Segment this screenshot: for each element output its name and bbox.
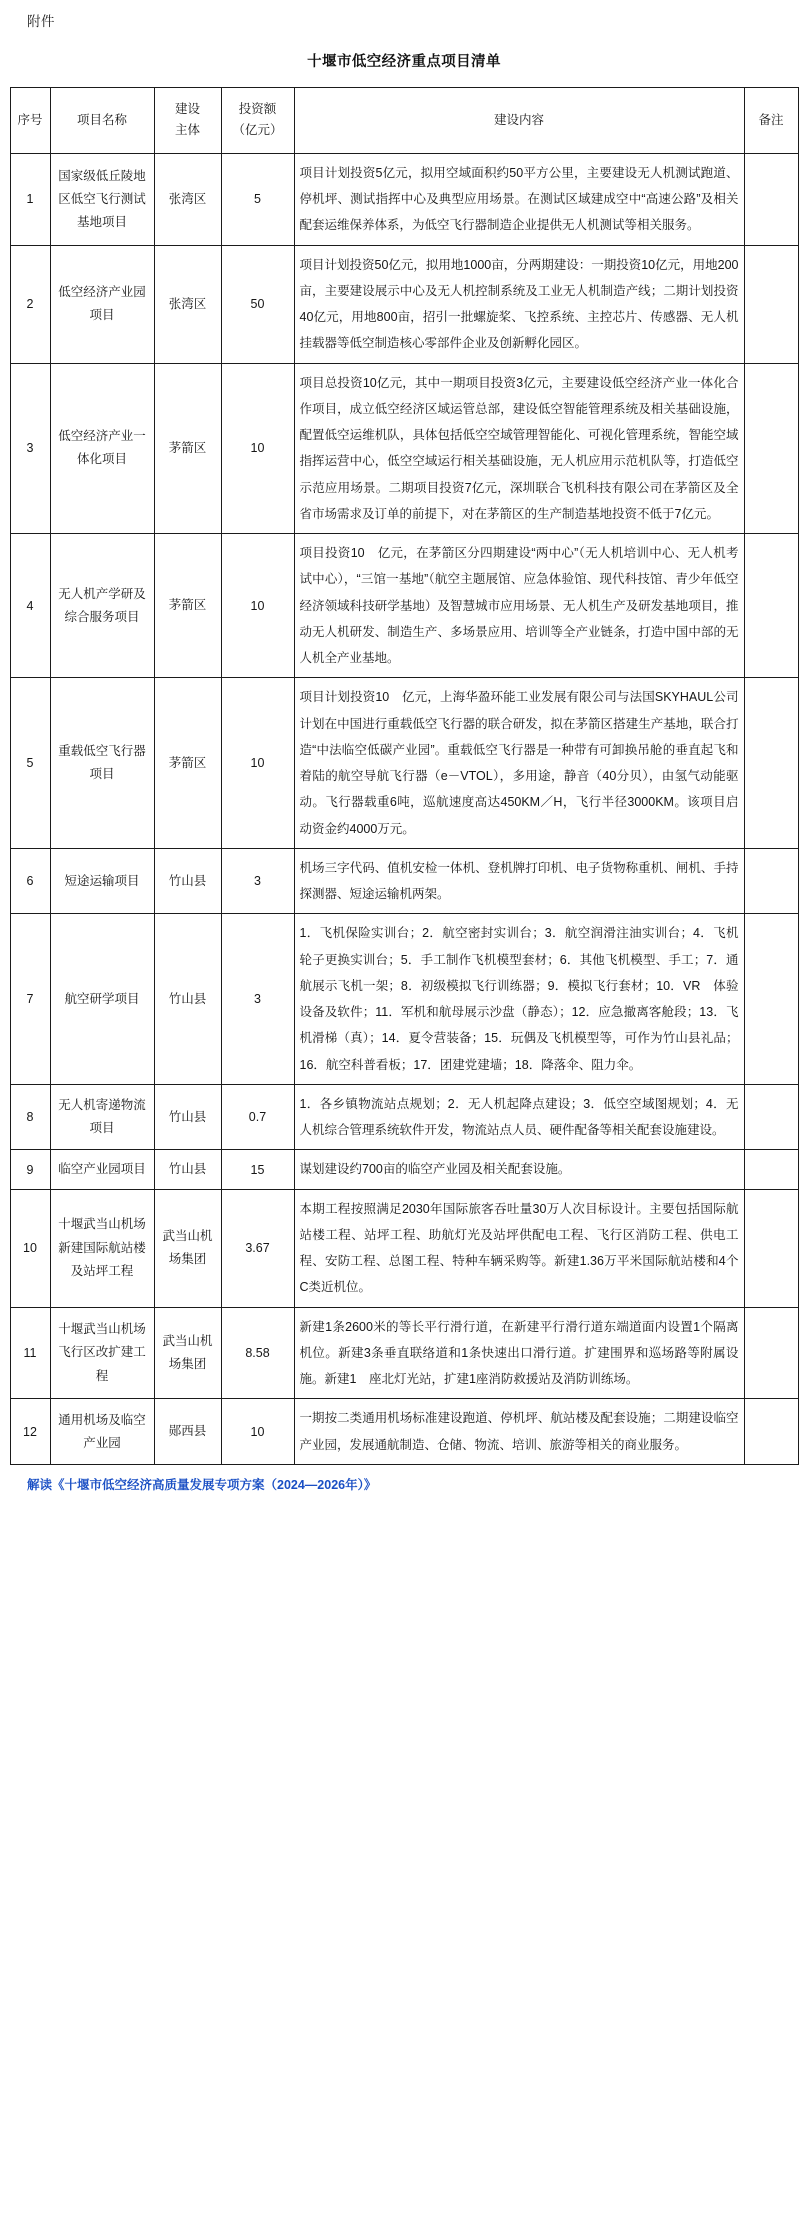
page-title: 十堰市低空经济重点项目清单: [307, 53, 501, 70]
cell-construction-subject: 武当山机场集团: [154, 1307, 221, 1399]
table-header: [10, 87, 798, 153]
cell-construction-content: 项目计划投资5亿元，拟用空域面积约50平方公里，主要建设无人机测试跑道、停机坪、测试指挥中心及典型应用场景。在测试区域建成空中“高速公路”及相关配套运维保养体系，为低空飞行器制造企业提供无人机测试等相关服务。: [294, 153, 744, 245]
cell-remark: [744, 1307, 798, 1399]
cell-investment-amount: 3: [221, 848, 294, 914]
table-row: [10, 848, 798, 914]
cell-construction-subject: 竹山县: [154, 848, 221, 914]
cell-sequence-number: 6: [10, 848, 50, 914]
cell-project-name: 十堰武当山机场新建国际航站楼及站坪工程: [50, 1189, 154, 1307]
column-header-remark: 备注: [744, 87, 798, 153]
column-header-investment-amount: [221, 87, 294, 153]
cell-construction-subject: 张湾区: [154, 245, 221, 363]
cell-construction-subject: 武当山机场集团: [154, 1189, 221, 1307]
column-header-construction-subject-line1: 建设: [174, 102, 200, 117]
cell-construction-subject: 茅箭区: [154, 534, 221, 678]
cell-project-name: 航空研学项目: [50, 914, 154, 1085]
cell-construction-subject: 张湾区: [154, 153, 221, 245]
cell-project-name: 低空经济产业一体化项目: [50, 363, 154, 534]
table-body: [10, 153, 798, 1464]
cell-project-name: 无人机寄递物流项目: [50, 1084, 154, 1150]
table-row: [10, 245, 798, 363]
cell-construction-subject: 竹山县: [154, 1150, 221, 1189]
related-article-link[interactable]: 解读《十堰市低空经济高质量发展专项方案（2024—2026年）》: [27, 1477, 377, 1492]
cell-project-name: 短途运输项目: [50, 848, 154, 914]
cell-remark: [744, 1084, 798, 1150]
table-row: [10, 914, 798, 1085]
cell-construction-subject: 郧西县: [154, 1399, 221, 1465]
cell-construction-content: 1．各乡镇物流站点规划；2．无人机起降点建设；3．低空空域图规划；4．无人机综合管理系统软件开发，物流站点人员、硬件配备等相关配套设施建设。: [294, 1084, 744, 1150]
cell-sequence-number: 4: [10, 534, 50, 678]
cell-construction-content: 一期按二类通用机场标准建设跑道、停机坪、航站楼及配套设施；二期建设临空产业园，发展通航制造、仓储、物流、培训、旅游等相关的商业服务。: [294, 1399, 744, 1465]
cell-construction-subject: 竹山县: [154, 1084, 221, 1150]
cell-sequence-number: 10: [10, 1189, 50, 1307]
cell-investment-amount: 10: [221, 363, 294, 534]
table-row: [10, 1084, 798, 1150]
table-row: [10, 1189, 798, 1307]
column-header-seq: 序号: [10, 87, 50, 153]
table-row: [10, 1399, 798, 1465]
cell-remark: [744, 1399, 798, 1465]
cell-investment-amount: 0.7: [221, 1084, 294, 1150]
column-header-investment-amount-line1: 投资额: [238, 102, 277, 117]
table-row: [10, 1307, 798, 1399]
cell-construction-content: 1．飞机保险实训台；2．航空密封实训台；3．航空润滑注油实训台；4．飞机轮子更换实训台；5．手工制作飞机模型套材；6．其他飞机模型、手工；7．通航展示飞机一架；8．初级模拟飞行训练器；9．模拟飞行套材；10．VR 体验设备及软件；11．军机和航母展示沙盘（静态）；12．应急撤离客舱段；13．飞机滑梯（真）；14．夏令营装备；15．玩偶及飞机模型等，可作为竹山县礼品；16．航空科普看板；17．团建党建墙；18．降落伞、阻力伞。: [294, 914, 744, 1085]
cell-investment-amount: 10: [221, 1399, 294, 1465]
cell-sequence-number: 11: [10, 1307, 50, 1399]
cell-project-name: 低空经济产业园项目: [50, 245, 154, 363]
cell-project-name: 国家级低丘陵地区低空飞行测试基地项目: [50, 153, 154, 245]
column-header-construction-content: 建设内容: [294, 87, 744, 153]
cell-sequence-number: 8: [10, 1084, 50, 1150]
cell-investment-amount: 15: [221, 1150, 294, 1189]
table-header-row: [10, 87, 798, 153]
cell-construction-content: 项目投资10 亿元，在茅箭区分四期建设“两中心”（无人机培训中心、无人机考试中心），“三馆一基地”（航空主题展馆、应急体验馆、现代科技馆、青少年低空经济领域科技研学基地）及智慧城市应用场景、无人机生产及研发基地项目，推动无人机研发、制造生产、多场景应用、培训等全产业链条，打造中国中部的无人机全产业基地。: [294, 534, 744, 678]
cell-sequence-number: 9: [10, 1150, 50, 1189]
cell-remark: [744, 153, 798, 245]
cell-investment-amount: 5: [221, 153, 294, 245]
cell-remark: [744, 678, 798, 849]
cell-construction-subject: 茅箭区: [154, 363, 221, 534]
column-header-construction-subject: [154, 87, 221, 153]
cell-construction-subject: 茅箭区: [154, 678, 221, 849]
cell-sequence-number: 12: [10, 1399, 50, 1465]
cell-construction-content: 项目总投资10亿元，其中一期项目投资3亿元，主要建设低空经济产业一体化合作项目，成立低空经济区域运管总部，建设低空智能管理系统及相关基础设施，配置低空运维机队，具体包括低空空域管理智能化、可视化管理系统，智能空域指挥运营中心，低空空域运行相关基础设施，无人机应用示范机队等，打造低空示范应用场景。二期项目投资7亿元，深圳联合飞机科技有限公司在茅箭区及全省市场需求及订单的前提下，对在茅箭区的生产制造基地投资不低于7亿元。: [294, 363, 744, 534]
table-row: [10, 678, 798, 849]
cell-remark: [744, 245, 798, 363]
table-row: [10, 153, 798, 245]
cell-sequence-number: 5: [10, 678, 50, 849]
cell-construction-content: 新建1条2600米的等长平行滑行道，在新建平行滑行道东端道面内设置1个隔离机位。新建3条垂直联络道和1条快速出口滑行道。扩建围界和巡场路等附属设施。新建1 座北灯光站，扩建1座消防救援站及消防训练场。: [294, 1307, 744, 1399]
cell-construction-content: 项目计划投资10 亿元，上海华盈环能工业发展有限公司与法国SKYHAUL公司计划在中国进行重载低空飞行器的联合研发，拟在茅箭区搭建生产基地，联合打造“中法临空低碳产业园”。重载低空飞行器是一种带有可卸换吊舱的垂直起飞和着陆的航空导航飞行器（e－VTOL），多用途，静音（40分贝），由氢气动能驱动。飞行器载重6吨，巡航速度高达450KM／H，飞行半径3000KM。该项目启动资金约4000万元。: [294, 678, 744, 849]
cell-remark: [744, 914, 798, 1085]
attachment-label: 附件: [27, 14, 55, 29]
column-header-construction-subject-line2: 主体: [174, 123, 200, 138]
cell-project-name: 重载低空飞行器项目: [50, 678, 154, 849]
cell-project-name: 十堰武当山机场飞行区改扩建工程: [50, 1307, 154, 1399]
cell-sequence-number: 1: [10, 153, 50, 245]
cell-investment-amount: 3.67: [221, 1189, 294, 1307]
cell-remark: [744, 363, 798, 534]
cell-investment-amount: 10: [221, 534, 294, 678]
cell-remark: [744, 1189, 798, 1307]
cell-project-name: 临空产业园项目: [50, 1150, 154, 1189]
cell-construction-subject: 竹山县: [154, 914, 221, 1085]
cell-construction-content: 谋划建设约700亩的临空产业园及相关配套设施。: [294, 1150, 744, 1189]
cell-investment-amount: 8.58: [221, 1307, 294, 1399]
cell-construction-content: 项目计划投资50亿元，拟用地1000亩，分两期建设：一期投资10亿元，用地200亩，主要建设展示中心及无人机控制系统及工业无人机制造产线；二期计划投资40亿元，用地800亩，招引一批螺旋桨、飞控系统、主控芯片、传感器、无人机挂载器等低空制造核心零部件企业及创新孵化园区。: [294, 245, 744, 363]
cell-sequence-number: 2: [10, 245, 50, 363]
cell-construction-content: 本期工程按照满足2030年国际旅客吞吐量30万人次目标设计。主要包括国际航站楼工程、站坪工程、助航灯光及站坪供配电工程、飞行区消防工程、供电工程、安防工程、总图工程、特种车辆采购等。新建1.36万平米国际航站楼和4个C类近机位。: [294, 1189, 744, 1307]
cell-remark: [744, 848, 798, 914]
cell-project-name: 通用机场及临空产业园: [50, 1399, 154, 1465]
column-header-investment-amount-unit: （亿元）: [232, 123, 283, 138]
table-row: [10, 534, 798, 678]
cell-sequence-number: 7: [10, 914, 50, 1085]
cell-project-name: 无人机产学研及综合服务项目: [50, 534, 154, 678]
cell-remark: [744, 1150, 798, 1189]
cell-investment-amount: 50: [221, 245, 294, 363]
column-header-project-name: 项目名称: [50, 87, 154, 153]
table-row: [10, 1150, 798, 1189]
cell-construction-content: 机场三字代码、值机安检一体机、登机牌打印机、电子货物称重机、闸机、手持探测器、短途运输机两架。: [294, 848, 744, 914]
cell-investment-amount: 10: [221, 678, 294, 849]
table-row: [10, 363, 798, 534]
project-list-table: [10, 87, 799, 1465]
cell-investment-amount: 3: [221, 914, 294, 1085]
cell-sequence-number: 3: [10, 363, 50, 534]
cell-remark: [744, 534, 798, 678]
